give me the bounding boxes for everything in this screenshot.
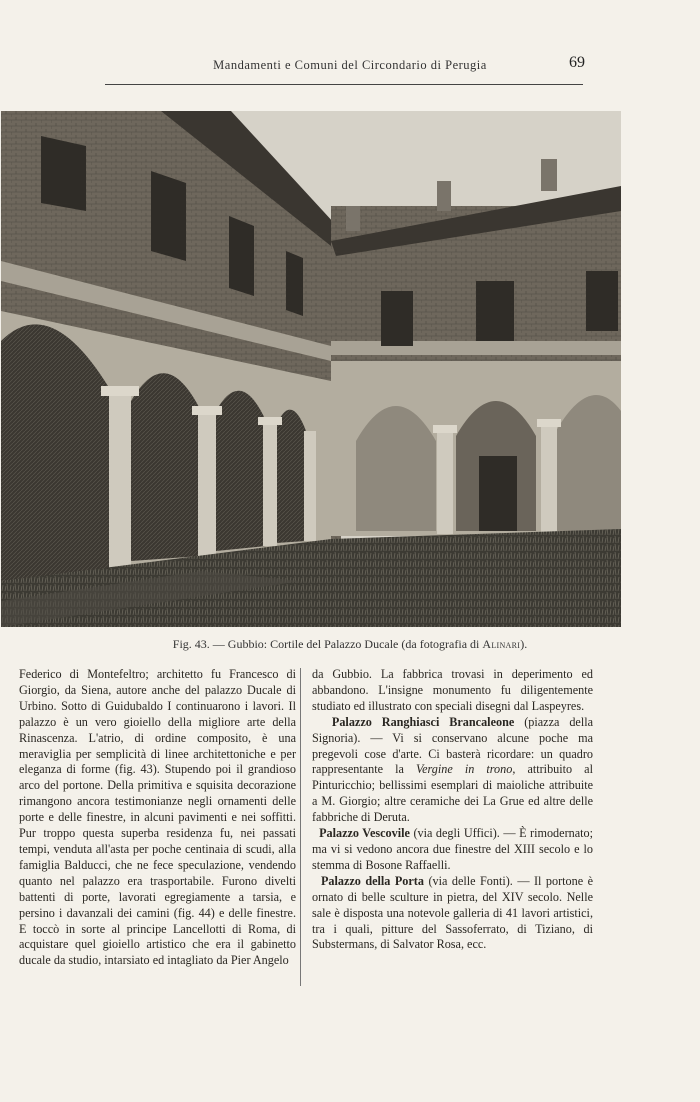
caption-end: ). xyxy=(520,637,528,651)
right-column xyxy=(312,667,593,953)
entry-title: Palazzo della Porta xyxy=(320,873,424,888)
column-divider xyxy=(300,668,301,986)
page-number: 69 xyxy=(569,54,585,71)
entry-text: (via degli Uffici). — È rimodernato; ma vi si vedono ancora due finestre del XIII secolo e lo stemma di Bosone Raffaelli. xyxy=(312,826,593,872)
entry-text: (piazza della Signoria). — Vi si conservano alcune poche ma pregevoli cose d'arte. Ci basterà ricordare: un quadro rappresentante la xyxy=(312,714,594,777)
entry-palazzo-della-porta xyxy=(312,874,593,954)
caption-photographer: Alinari xyxy=(482,637,521,651)
entry-title: Palazzo Vescovile xyxy=(319,826,410,841)
running-title: Mandamenti e Comuni del Circondario di Perugia xyxy=(213,58,487,72)
entry-palazzo-vescovile xyxy=(312,826,593,874)
entry-italic: Vergine in trono, xyxy=(415,762,516,777)
entry-palazzo-ranghiasci xyxy=(312,715,593,826)
left-column xyxy=(19,667,296,969)
right-column-intro: da Gubbio. La fabbrica trovasi in deperimento ed abbandono. L'insigne monumento fu diligentemente studiato ed illustrato con speciali disegni dal Laspeyres. xyxy=(312,667,593,713)
entry-title: Palazzo Ranghiasci Brancaleone xyxy=(331,714,515,729)
caption-text: Fig. 43. — Gubbio: Cortile del Palazzo Ducale (da fotografia di xyxy=(172,637,483,651)
courtyard-illustration xyxy=(1,111,621,627)
header-rule xyxy=(105,84,583,85)
entry-text: (via delle Fonti). — Il portone è ornato di belle sculture in pietra, del XIV secolo. Nelle sale è disposta una notevole galleria di 41 lavori artistici, tra i quali, pitture del Sassoferrato, di Tiziano, di Substermans, di Salvator Rosa, ecc. xyxy=(312,873,593,952)
figure-engraving xyxy=(1,111,621,627)
running-head xyxy=(0,54,700,80)
left-column-text: Federico di Montefeltro; architetto fu Francesco di Giorgio, da Siena, autore anche del palazzo Ducale di Urbino. Sotto di Guidubaldo I continuarono i lavori. Il palazzo è un vero gioiello della migliore arte della Rinascenza. L'atrio, di ordine composito, è una meraviglia per semplicità di linee architettoniche e per eleganza di forme (fig. 43). Stupendo poi il grandioso arco del portone. Della primitiva e squisita decorazione rimangono ancora testimonianze negli ornamenti delle porte e delle finestre, in alcuni pavimenti e nei soffitti. Pur troppo questa superba residenza fu, nei passati tempi, venduta all'asta per poche centinaia di scudi, alla famiglia Balducci, che ne fece speculazione, vendendo quanto nel palazzo era trasportabile. Furono divelti battenti di porte, lavorati egregiamente a tarsia, e persino i davanzali dei camini (fig. 44) e delle finestre. E toccò in sorte al principe Lancellotti di Roma, di acquistare quel gioiello artistico che era il gabinetto ducale da studio, intarsiato ed intagliato da Pier Angelo xyxy=(19,667,296,968)
figure-caption xyxy=(0,637,700,652)
entry-text-after: attribuito al Pinturicchio; bellissimi esemplari di maioliche attribuite a M. Giorgio; altre ceramiche dei La Grue ed altre delle fabbriche di Deruta. xyxy=(312,762,593,825)
